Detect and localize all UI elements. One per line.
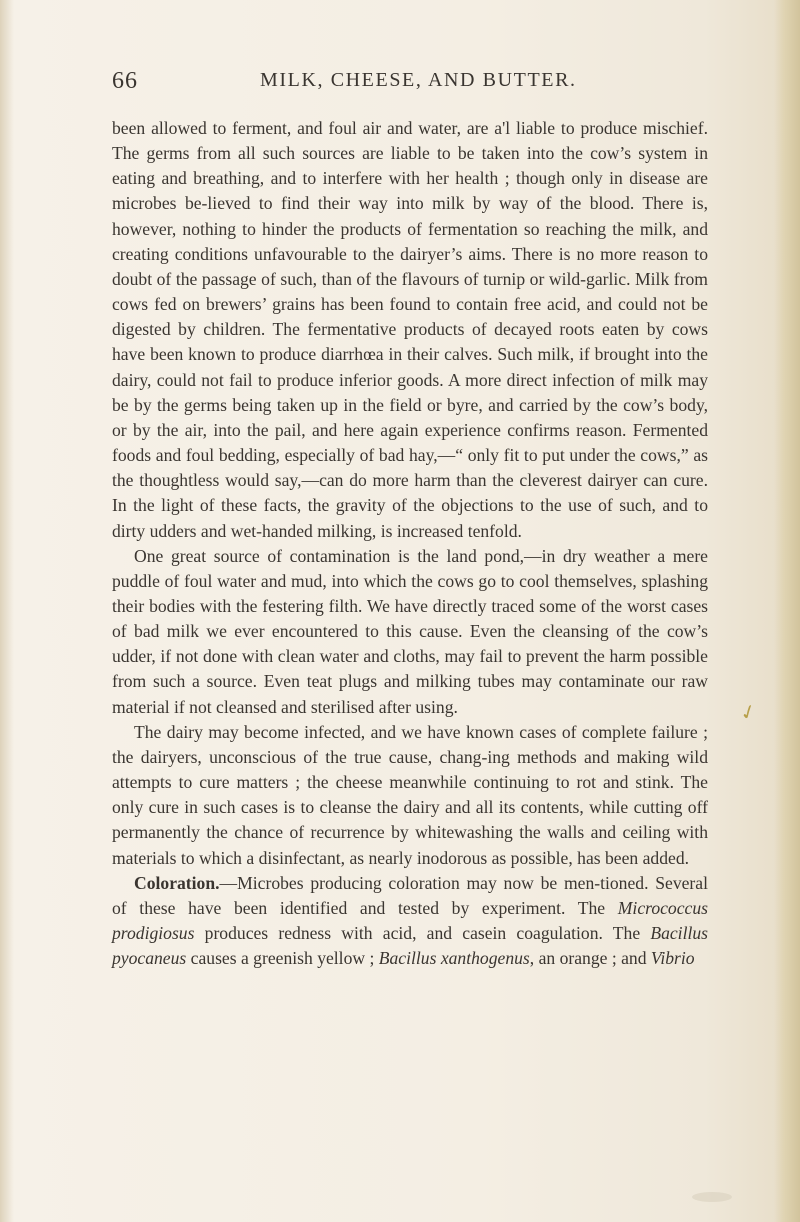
- paragraph-2: One great source of contamination is the land pond,—in dry weather a mere puddle of foul water and mud, into which the cows go to cool themselves, splashing their bodies with the festering filth. We have directly traced some of the worst cases of bad milk we ever encountered to this cause. Even the cleansing of the cow’s udder, if not done with clean water and cloths, may fail to prevent the harm possible from such a source. Even teat plugs and milking tubes may contaminate our raw material if not cleansed and sterilised after using.: [112, 545, 708, 717]
- coloration-heading: Coloration.: [134, 872, 220, 893]
- paragraph-3: The dairy may become infected, and we have known cases of complete failure ; the dairyers, unconscious of the true cause, chang-ing methods and making wild attempts to cure matters ; the cheese meanwhile continuing to rot and stink. The only cure in such cases is to cleanse the dairy and all its contents, while cutting off permanently the chance of recurrence by whitewashing the walls and ceiling with materials to which a disinfectant, as nearly inodorous as possible, has been added.: [112, 721, 708, 868]
- ink-mark-icon: ✓: [736, 699, 761, 727]
- species-bacillus-xanthogenus: Bacillus xanthogenus: [378, 948, 530, 969]
- species-vibrio: Vibrio: [650, 948, 695, 969]
- paper-smudge: [692, 1192, 732, 1202]
- running-title: MILK, CHEESE, AND BUTTER.: [260, 69, 577, 91]
- coloration-text-2: produces redness with acid, and casein coagulation. The: [194, 923, 651, 943]
- running-header: [112, 68, 702, 98]
- species-micrococcus: Micrococcus prodigiosus: [112, 897, 708, 943]
- paragraph-1: been allowed to ferment, and foul air and water, are a'l liable to produce mischief. The germs from all such sources are liable to be taken into the cow’s system in eating and breathing, and to interfere with her health ; though only in disease are microbes be-lieved to find their way into milk by way of the blood. There is, however, nothing to hinder the products of fermentation so reaching the milk, and creating conditions unfavourable to the dairyer’s aims. There is no more reason to doubt of the passage of such, than of the flavours of turnip or wild-garlic. Milk from cows fed on brewers’ grains has been found to contain free acid, and could not be digested by children. The fermentative products of decayed roots eaten by cows have been known to produce diarrhœa in their calves. Such milk, if brought into the dairy, could not fail to produce inferior goods. A more direct infection of milk may be by the germs being taken up in the field or byre, and carried by the cow’s body, or by the air, into the pail, and here again experience confirms reason. Fermented foods and foul bedding, especially of bad hay,—“ only fit to put under the cows,” as the thoughtless would say,—can do more harm than the cleverest dairyer can cure. In the light of these facts, the gravity of the objections to the use of such, and to dirty udders and wet-handed milking, is increased tenfold.: [112, 118, 708, 541]
- page-number: 66: [112, 68, 138, 94]
- body-text: [112, 116, 708, 971]
- page-right-edge: [774, 0, 800, 1222]
- page-left-edge: [0, 0, 14, 1222]
- species-bacillus-pyocaneus: Bacillus pyocaneus: [112, 923, 708, 969]
- paragraph-4: [112, 871, 708, 972]
- coloration-text-4: , an orange ; and: [529, 948, 651, 969]
- coloration-text-3: causes a greenish yellow ;: [186, 948, 379, 969]
- coloration-text-1: —Microbes producing coloration may now be men-tioned. Several of these have been identified and tested by experiment. The: [112, 872, 708, 918]
